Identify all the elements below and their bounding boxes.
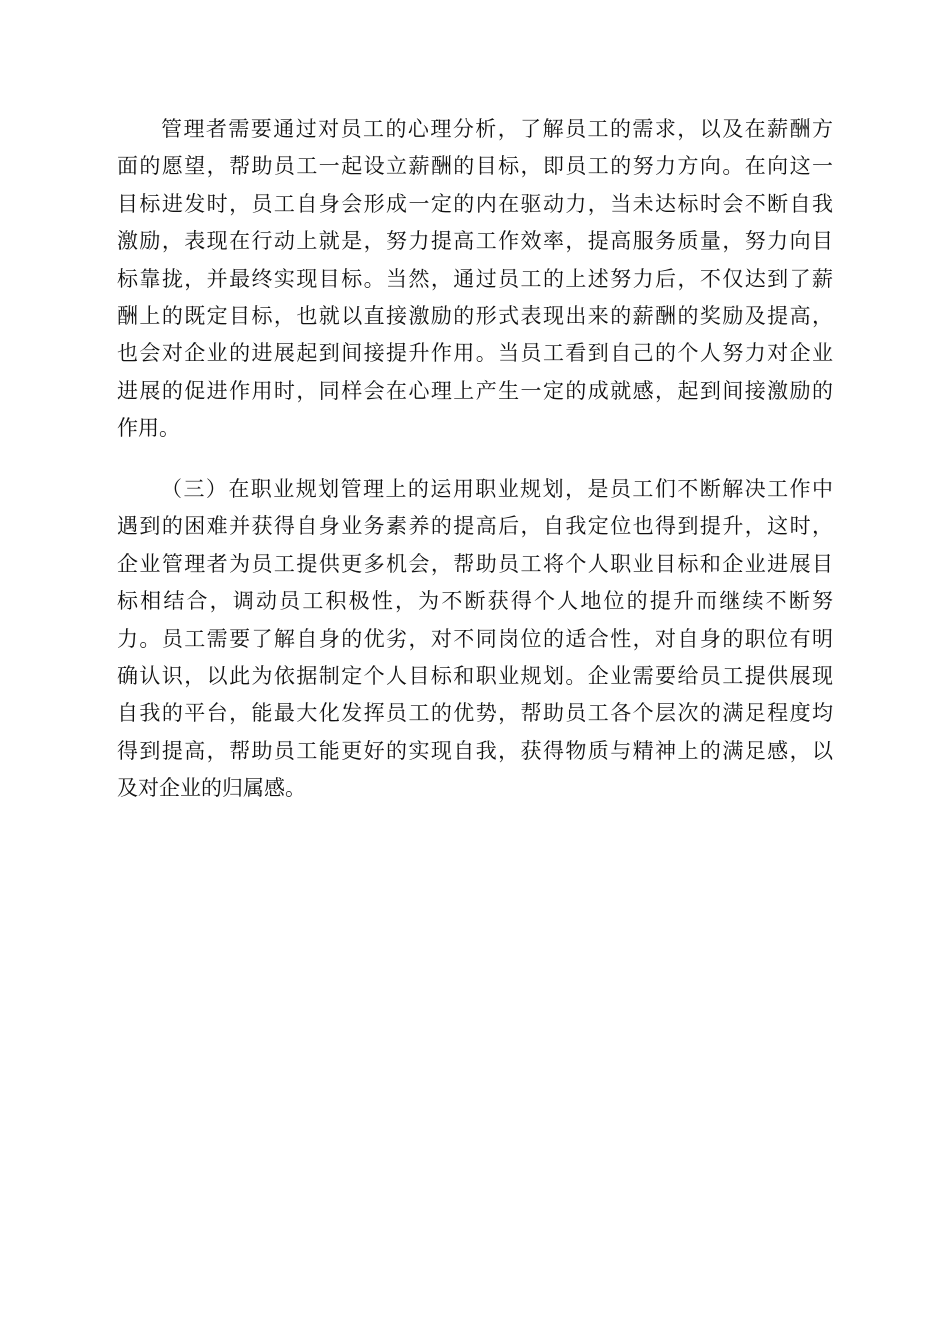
paragraph-line: 进展的促进作用时，同样会在心理上产生一定的成就感，起到间接激励的 (117, 378, 833, 403)
paragraph-career-planning (117, 471, 833, 808)
paragraph-line: 激励，表现在行动上就是，努力提高工作效率，提高服务质量，努力向目 (117, 229, 833, 254)
paragraph-line: 酬上的既定目标，也就以直接激励的形式表现出来的薪酬的奖励及提高， (117, 303, 833, 328)
paragraph-line: 作用。 (117, 416, 180, 441)
paragraph-line: 面的愿望，帮助员工一起设立薪酬的目标，即员工的努力方向。在向这一 (117, 154, 833, 179)
paragraph-line: 管理者需要通过对员工的心理分析，了解员工的需求，以及在薪酬方 (161, 117, 833, 141)
paragraph-line: 及对企业的归属感。 (117, 776, 306, 801)
paragraph-line: 力。员工需要了解自身的优劣，对不同岗位的适合性，对自身的职位有明 (117, 626, 833, 651)
paragraph-salary-management (117, 111, 833, 448)
paragraph-line: 遇到的困难并获得自身业务素养的提高后，自我定位也得到提升，这时， (117, 514, 833, 539)
paragraph-line: 确认识，以此为依据制定个人目标和职业规划。企业需要给员工提供展现 (117, 663, 833, 688)
paragraph-line: 也会对企业的进展起到间接提升作用。当员工看到自己的个人努力对企业 (117, 341, 833, 366)
paragraph-line: 得到提高，帮助员工能更好的实现自我，获得物质与精神上的满足感，以 (117, 738, 833, 763)
paragraph-line: 企业管理者为员工提供更多机会，帮助员工将个人职业目标和企业进展目 (117, 551, 833, 576)
paragraph-line: 标靠拢，并最终实现目标。当然，通过员工的上述努力后，不仅达到了薪 (117, 266, 833, 291)
paragraph-line: 自我的平台，能最大化发挥员工的优势，帮助员工各个层次的满足程度均 (117, 701, 833, 726)
paragraph-line: 目标进发时，员工自身会形成一定的内在驱动力，当未达标时会不断自我 (117, 191, 833, 216)
paragraph-line: （三）在职业规划管理上的运用职业规划，是员工们不断解决工作中 (161, 477, 833, 501)
paragraph-line: 标相结合，调动员工积极性，为不断获得个人地位的提升而继续不断努 (117, 589, 833, 614)
